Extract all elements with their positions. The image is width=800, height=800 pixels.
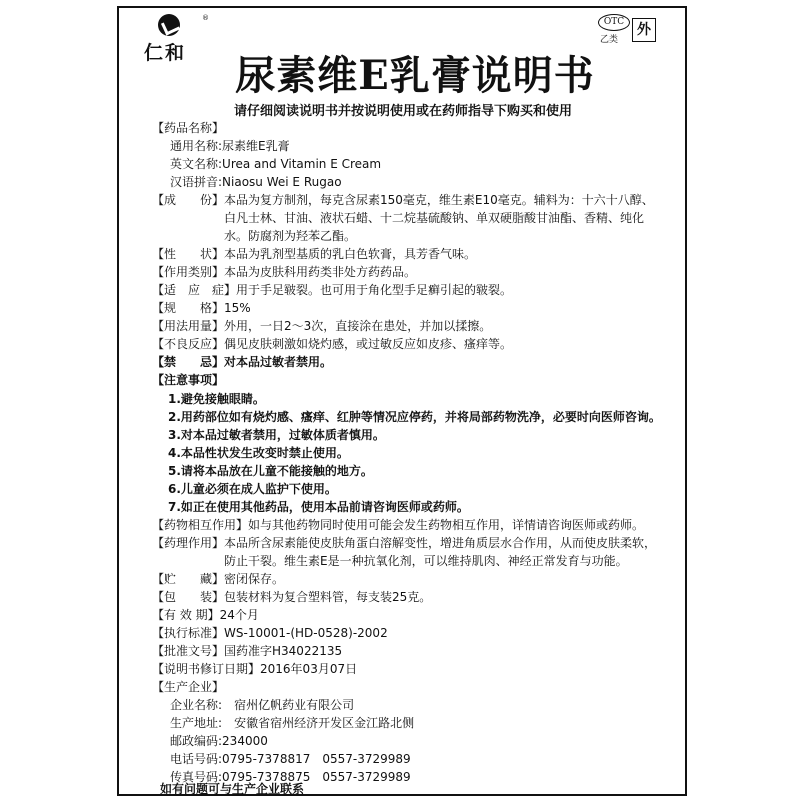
category-label: 【作用类别】 bbox=[152, 265, 225, 279]
contra-row bbox=[152, 354, 332, 370]
pinyin-row bbox=[170, 174, 342, 190]
postcode-row bbox=[170, 733, 268, 749]
generic-name-row bbox=[170, 138, 290, 154]
phone-label: 电话号码: bbox=[170, 752, 223, 766]
english-name-value: Urea and Vitamin E Cream bbox=[222, 157, 382, 171]
precautions-header: 【注意事项】 bbox=[152, 373, 225, 387]
category-value: 本品为皮肤科用药类非处方药药品。 bbox=[224, 265, 417, 279]
brand-logo bbox=[130, 14, 210, 64]
character-label: 【性 状】 bbox=[152, 247, 225, 261]
contact-note: 如有问题可与生产企业联系 bbox=[160, 782, 305, 796]
page-title: 尿素维E乳膏说明书 bbox=[235, 52, 595, 99]
company-label: 企业名称: bbox=[170, 698, 223, 712]
ingredients-line-1: 本品为复方制剂，每克含尿素150毫克，维生素E10毫克。辅料为：十六十八醇、 bbox=[224, 193, 654, 207]
revision-row bbox=[152, 661, 357, 677]
usage-label: 【用法用量】 bbox=[152, 319, 225, 333]
storage-value: 密闭保存。 bbox=[224, 572, 285, 586]
manufacturer-header: 【生产企业】 bbox=[152, 680, 225, 694]
pinyin-label: 汉语拼音: bbox=[170, 175, 223, 189]
approval-row bbox=[152, 643, 342, 659]
spec-row bbox=[152, 300, 251, 316]
precaution-item-7: 7.如正在使用其他药品，使用本品前请咨询医师或药师。 bbox=[168, 500, 469, 514]
indication-label: 【适 应 症】 bbox=[152, 283, 237, 297]
validity-label: 【有 效 期】 bbox=[152, 608, 220, 622]
interaction-row bbox=[152, 517, 644, 533]
usage-row bbox=[152, 318, 491, 334]
package-value: 包装材料为复合塑料管，每支装25克。 bbox=[224, 590, 432, 604]
fax-value: 0795-7378875 0557-3729989 bbox=[222, 770, 411, 784]
english-name-label: 英文名称: bbox=[170, 157, 223, 171]
pharm-line-2: 防止干裂。维生素E是一种抗氧化剂，可以维持肌肉、神经正常发育与功能。 bbox=[224, 554, 628, 568]
ingredients-label: 【成 份】 bbox=[152, 193, 225, 207]
phone-row bbox=[170, 751, 411, 767]
fax-label: 传真号码: bbox=[170, 770, 223, 784]
pinyin-value: Niaosu Wei E Rugao bbox=[222, 175, 342, 189]
brand-name: 仁和 bbox=[144, 42, 187, 64]
generic-name-value: 尿素维E乳膏 bbox=[222, 139, 290, 153]
category-row bbox=[152, 264, 416, 280]
address-label: 生产地址: bbox=[170, 716, 223, 730]
registered-mark: ® bbox=[202, 14, 209, 22]
interaction-value: 如与其他药物同时使用可能会发生药物相互作用，详情请咨询医师或药师。 bbox=[248, 518, 645, 532]
validity-value: 24个月 bbox=[219, 608, 259, 622]
generic-name-label: 通用名称: bbox=[170, 139, 223, 153]
usage-value: 外用，一日2～3次，直接涂在患处，并加以揉擦。 bbox=[224, 319, 492, 333]
contra-label: 【禁 忌】 bbox=[152, 355, 225, 369]
precaution-item-2: 2.用药部位如有烧灼感、瘙痒、红肿等情况应停药，并将局部药物洗净，必要时向医师咨询。 bbox=[168, 410, 661, 424]
standard-row bbox=[152, 625, 388, 641]
otc-label bbox=[598, 14, 658, 48]
storage-row bbox=[152, 571, 284, 587]
approval-label: 【批准文号】 bbox=[152, 644, 225, 658]
postcode-value: 234000 bbox=[222, 734, 268, 748]
precaution-item-6: 6.儿童必须在成人监护下使用。 bbox=[168, 482, 337, 496]
drug-name-header: 【药品名称】 bbox=[152, 121, 225, 135]
english-name-row bbox=[170, 156, 381, 172]
contra-value: 对本品过敏者禁用。 bbox=[224, 355, 333, 369]
standard-label: 【执行标准】 bbox=[152, 626, 225, 640]
phone-value: 0795-7378817 0557-3729989 bbox=[222, 752, 411, 766]
interaction-label: 【药物相互作用】 bbox=[152, 518, 249, 532]
pharm-row bbox=[152, 535, 656, 551]
precaution-item-5: 5.请将本品放在儿童不能接触的地方。 bbox=[168, 464, 373, 478]
adverse-row bbox=[152, 336, 512, 352]
otc-badge: OTC bbox=[598, 14, 630, 31]
brand-mark-icon bbox=[158, 14, 180, 36]
character-row bbox=[152, 246, 476, 262]
pharm-line-1: 本品所含尿素能使皮肤角蛋白溶解变性，增进角质层水合作用，从而使皮肤柔软， bbox=[224, 536, 657, 550]
revision-label: 【说明书修订日期】 bbox=[152, 662, 261, 676]
standard-value: WS-10001-(HD-0528)-2002 bbox=[224, 626, 388, 640]
package-row bbox=[152, 589, 431, 605]
external-use-badge: 外 bbox=[632, 18, 656, 42]
address-value: 安徽省宿州经济开发区金江路北侧 bbox=[234, 716, 415, 730]
adverse-label: 【不良反应】 bbox=[152, 337, 225, 351]
ingredients-row bbox=[152, 192, 654, 208]
package-label: 【包 装】 bbox=[152, 590, 225, 604]
storage-label: 【贮 藏】 bbox=[152, 572, 225, 586]
pharm-label: 【药理作用】 bbox=[152, 536, 225, 550]
ingredients-line-2: 白凡士林、甘油、液状石蜡、十二烷基硫酸钠、单双硬脂酸甘油酯、香精、纯化 bbox=[224, 211, 645, 225]
ingredients-line-3: 水。防腐剂为羟苯乙酯。 bbox=[224, 229, 357, 243]
spec-label: 【规 格】 bbox=[152, 301, 225, 315]
precaution-item-1: 1.避免接触眼睛。 bbox=[168, 392, 265, 406]
character-value: 本品为乳剂型基质的乳白色软膏，具芳香气味。 bbox=[224, 247, 477, 261]
company-value: 宿州亿帆药业有限公司 bbox=[234, 698, 355, 712]
precaution-item-3: 3.对本品过敏者禁用，过敏体质者慎用。 bbox=[168, 428, 385, 442]
precaution-item-4: 4.本品性状发生改变时禁止使用。 bbox=[168, 446, 349, 460]
address-row bbox=[170, 715, 414, 731]
adverse-value: 偶见皮肤刺激如烧灼感，或过敏反应如皮疹、瘙痒等。 bbox=[224, 337, 513, 351]
postcode-label: 邮政编码: bbox=[170, 734, 223, 748]
otc-class: 乙类 bbox=[600, 35, 619, 45]
company-row bbox=[170, 697, 354, 713]
validity-row bbox=[152, 607, 259, 623]
approval-value: 国药准字H34022135 bbox=[224, 644, 343, 658]
spec-value: 15% bbox=[224, 301, 251, 315]
revision-value: 2016年03月07日 bbox=[260, 662, 358, 676]
indication-row bbox=[152, 282, 512, 298]
page-subtitle: 请仔细阅读说明书并按说明使用或在药师指导下购买和使用 bbox=[233, 104, 572, 119]
indication-value: 用于手足皲裂。也可用于角化型手足癣引起的皲裂。 bbox=[236, 283, 513, 297]
